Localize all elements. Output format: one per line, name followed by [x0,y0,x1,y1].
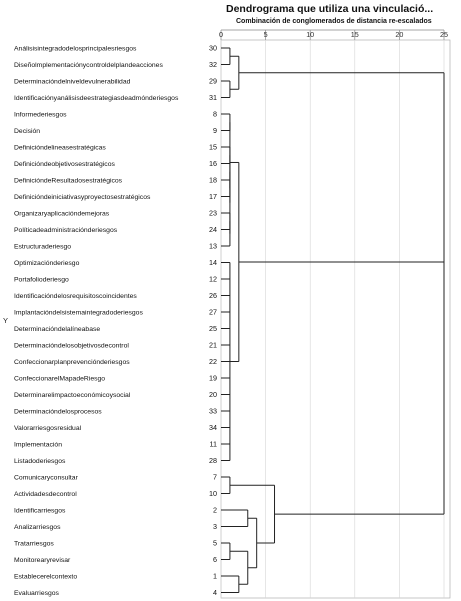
leaf-label: Definicióndeobjetivosestratégicos [14,161,115,168]
leaf-case-number: 9 [213,126,217,135]
leaf-label: Identificaciónyanálisisdeestrategiasdeadmónderiesgos [14,95,179,102]
leaf-label: Implantacióndelsistemaintegradoderiesgos [14,309,143,317]
leaf-label: Organizaryaplicacióndemejoras [14,210,110,218]
leaf-case-number: 29 [209,76,217,86]
leaf-label: Confeccionarplanprevenciónderiesgos [14,359,130,366]
leaf-label: Definicióndelineasestratégicas [14,144,106,152]
leaf-label: Decisión [14,128,41,135]
leaf-label: ConfeccionarelMapadeRiesgo [14,375,106,383]
leaf-case-number: 23 [209,208,217,218]
leaf-case-number: 15 [209,142,217,152]
leaf-label: Informederiesgos [14,111,67,119]
leaf-case-number: 24 [209,225,217,234]
leaf-label: Tratarriesgos [14,540,54,548]
leaf-label: Analizarriesgos [14,524,61,531]
leaf-label: Estructuraderiesgo [14,243,72,251]
x-tick-label: 20 [395,30,404,39]
dendrogram-links [221,48,444,593]
leaf-label: Diseñolmplementaciónycontroldelplandeacciones [14,62,163,69]
leaf-case-number: 4 [213,588,217,597]
leaf-case-number: 25 [209,324,217,333]
leaf-label: Definicióndeiniciativasyproyectosestratégicos [14,194,151,201]
leaf-case-number: 12 [209,274,217,284]
leaf-case-number: 8 [213,109,217,119]
leaf-case-number: 26 [209,291,217,300]
chart-subtitle: Combinación de conglomerados de distancia re-escalados [236,18,432,25]
leaf-case-number: 28 [209,456,217,465]
leaf-case-number: 19 [209,373,217,383]
leaf-label: Valorarriesgosresidual [14,425,82,432]
leaf-case-number: 17 [209,192,217,201]
x-tick-label: 10 [306,30,315,39]
leaf-label: Determinacióndelniveldevulnerabilidad [14,78,131,86]
leaf-case-number: 16 [209,159,217,168]
leaf-case-number: 6 [213,555,217,564]
leaf-case-number: 30 [209,43,217,53]
leaf-label: Portafolioderiesgo [14,276,69,284]
leaf-label: Evaluarriesgos [14,590,59,597]
leaf-label: Monitorearyrevisar [14,557,71,564]
leaf-case-number: 32 [209,60,217,69]
leaf-label: Políticadeadministraciónderiesgos [14,227,118,234]
leaf-label: DefinicióndeResultadosestratégicos [14,177,123,185]
leaf-case-number: 11 [209,439,217,449]
x-tick-label: 15 [350,30,359,39]
leaf-label: Optimizaciónderiesgo [14,260,80,267]
chart-title: Dendrograma que utiliza una vinculació... [226,3,434,15]
leaf-case-number: 31 [209,93,217,102]
leaf-label: Determinacióndelalíneabase [14,326,101,333]
leaf-case-number: 18 [209,175,217,185]
leaf-case-number: 33 [209,406,217,416]
leaf-label: Actividadesdecontrol [14,491,77,498]
leaf-label: Determinacióndelosobjetivosdecontrol [14,342,129,350]
leaf-case-number: 10 [209,489,217,498]
leaf-case-number: 7 [213,472,217,482]
leaf-label: Análisisintegradodelosprincipalesriesgos [14,45,137,53]
leaf-case-number: 34 [209,423,217,432]
leaf-case-number: 3 [213,522,217,531]
leaf-label: Identificarriesgos [14,507,66,515]
leaf-case-number: 2 [213,505,217,515]
leaf-labels [14,44,217,598]
leaf-case-number: 27 [209,307,217,317]
leaf-label: Determinarelimpactoeconómicoysocial [14,392,131,399]
x-tick-label: 0 [219,30,223,39]
leaf-case-number: 1 [213,571,217,581]
x-tick-label: 5 [263,30,268,39]
x-tick-label: 25 [440,30,448,39]
leaf-case-number: 13 [209,241,217,251]
leaf-case-number: 20 [209,390,217,399]
leaf-label: Comunicaryconsultar [14,474,78,482]
leaf-case-number: 22 [209,357,217,366]
leaf-label: Listadoderiesgos [14,458,66,465]
y-axis-label: Y [3,316,9,325]
leaf-case-number: 21 [209,340,217,350]
leaf-label: Implementación [14,441,62,449]
leaf-label: Determinacióndelosprocesos [14,408,102,416]
leaf-label: Establecerelcontexto [14,573,78,581]
x-axis-ticks [219,30,448,598]
leaf-label: Identificacióndelosrequisitoscoincidentes [14,293,137,300]
leaf-case-number: 14 [209,258,217,267]
leaf-case-number: 5 [213,538,217,548]
